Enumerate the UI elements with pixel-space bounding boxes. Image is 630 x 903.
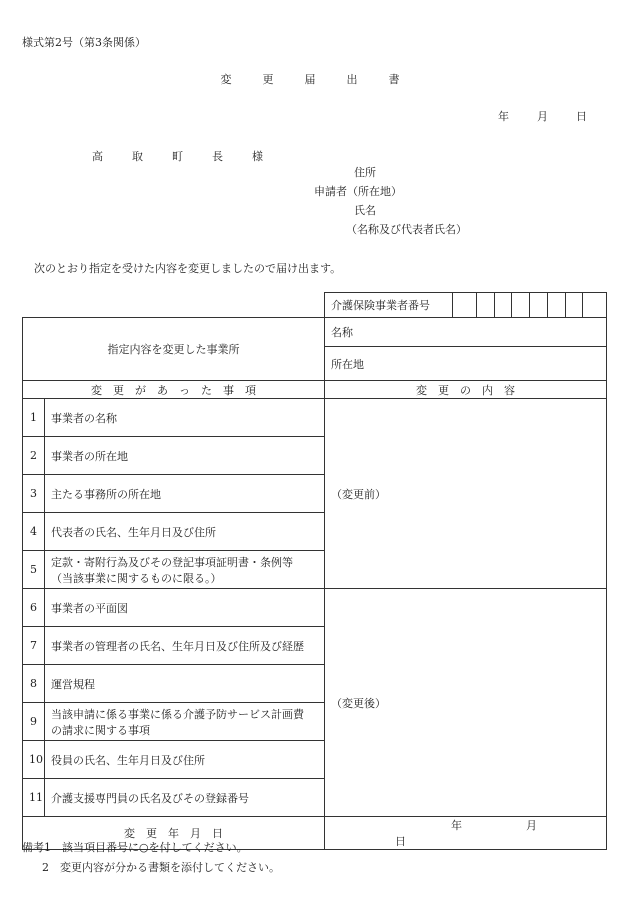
change-date-month: 月 xyxy=(526,819,537,832)
change-date-day: 日 xyxy=(395,835,406,848)
remark-2: 2 変更内容が分かる書類を添付してください。 xyxy=(42,861,280,874)
item-number[interactable]: 5 xyxy=(23,551,45,589)
date-month: 月 xyxy=(537,110,548,123)
item-text-line2: （当該事業に関するものに限る。） xyxy=(51,571,222,585)
before-change-field[interactable] xyxy=(325,399,607,589)
item-number[interactable]: 10 xyxy=(23,741,45,779)
digit-box[interactable] xyxy=(494,293,512,317)
digit-box[interactable] xyxy=(565,293,583,317)
item-number[interactable]: 1 xyxy=(23,399,45,437)
change-date-year: 年 xyxy=(451,819,462,832)
item-text xyxy=(45,703,325,741)
item-text xyxy=(45,551,325,589)
digit-box[interactable] xyxy=(459,293,476,317)
item-text-line1: 定款・寄附行為及びその登記事項証明書・条例等 xyxy=(51,555,293,569)
digit-box[interactable] xyxy=(529,293,547,317)
change-date-label: 変 更 年 月 日 xyxy=(23,817,325,850)
insurer-number-field[interactable] xyxy=(453,293,607,318)
change-date-field[interactable] xyxy=(325,817,607,850)
applicant-address-label: 住所 xyxy=(354,166,376,179)
office-name-field[interactable] xyxy=(325,318,607,347)
item-text: 代表者の氏名、生年月日及び住所 xyxy=(45,513,325,551)
item-number[interactable]: 6 xyxy=(23,589,45,627)
digit-box[interactable] xyxy=(582,293,600,317)
item-text-line2: の請求に関する事項 xyxy=(51,723,150,737)
lead-text: 次のとおり指定を受けた内容を変更しましたので届け出ます。 xyxy=(34,262,342,275)
content-header: 変 更 の 内 容 xyxy=(325,381,607,399)
digit-box[interactable] xyxy=(476,293,494,317)
item-number[interactable]: 9 xyxy=(23,703,45,741)
item-text: 主たる事務所の所在地 xyxy=(45,475,325,513)
item-number[interactable]: 3 xyxy=(23,475,45,513)
change-form-table xyxy=(22,292,607,850)
office-label: 指定内容を変更した事業所 xyxy=(23,318,325,381)
item-text: 介護支援専門員の氏名及びその登録番号 xyxy=(45,779,325,817)
before-label: （変更前） xyxy=(331,487,386,501)
applicant-name-label: 氏名 xyxy=(354,204,376,217)
applicant-label: 申請者（所在地） xyxy=(314,185,402,198)
digit-box[interactable] xyxy=(511,293,529,317)
digit-box[interactable] xyxy=(547,293,565,317)
after-label: （変更後） xyxy=(331,696,386,710)
item-text: 運営規程 xyxy=(45,665,325,703)
item-number[interactable]: 4 xyxy=(23,513,45,551)
after-change-field[interactable] xyxy=(325,589,607,817)
applicant-name-note: （名称及び代表者氏名） xyxy=(346,223,467,236)
item-text-line1: 当該申請に係る事業に係る介護予防サービス計画費 xyxy=(51,707,304,721)
item-text: 事業者の管理者の氏名、生年月日及び住所及び経歴 xyxy=(45,627,325,665)
item-text: 事業者の平面図 xyxy=(45,589,325,627)
item-number[interactable]: 11 xyxy=(23,779,45,817)
remark-1: 備考1 該当項目番号に○を付してください。 xyxy=(22,841,248,854)
office-name-label: 名称 xyxy=(331,326,353,339)
date-year: 年 xyxy=(498,110,509,123)
submission-date xyxy=(498,108,587,124)
form-number: 様式第2号（第3条関係） xyxy=(22,36,146,49)
item-text: 事業者の名称 xyxy=(45,399,325,437)
item-number[interactable]: 2 xyxy=(23,437,45,475)
office-address-label: 所在地 xyxy=(331,357,364,371)
remarks xyxy=(22,838,280,878)
date-day: 日 xyxy=(576,110,587,123)
insurer-number-label: 介護保険事業者番号 xyxy=(325,293,453,318)
item-number[interactable]: 7 xyxy=(23,627,45,665)
item-number[interactable]: 8 xyxy=(23,665,45,703)
document-title: 変 更 届 出 書 xyxy=(220,73,410,86)
items-header: 変 更 が あ っ た 事 項 xyxy=(23,381,325,399)
office-address-field[interactable] xyxy=(325,347,607,381)
addressee: 高 取 町 長 様 xyxy=(92,150,272,163)
item-text: 事業者の所在地 xyxy=(45,437,325,475)
item-text: 役員の氏名、生年月日及び住所 xyxy=(45,741,325,779)
